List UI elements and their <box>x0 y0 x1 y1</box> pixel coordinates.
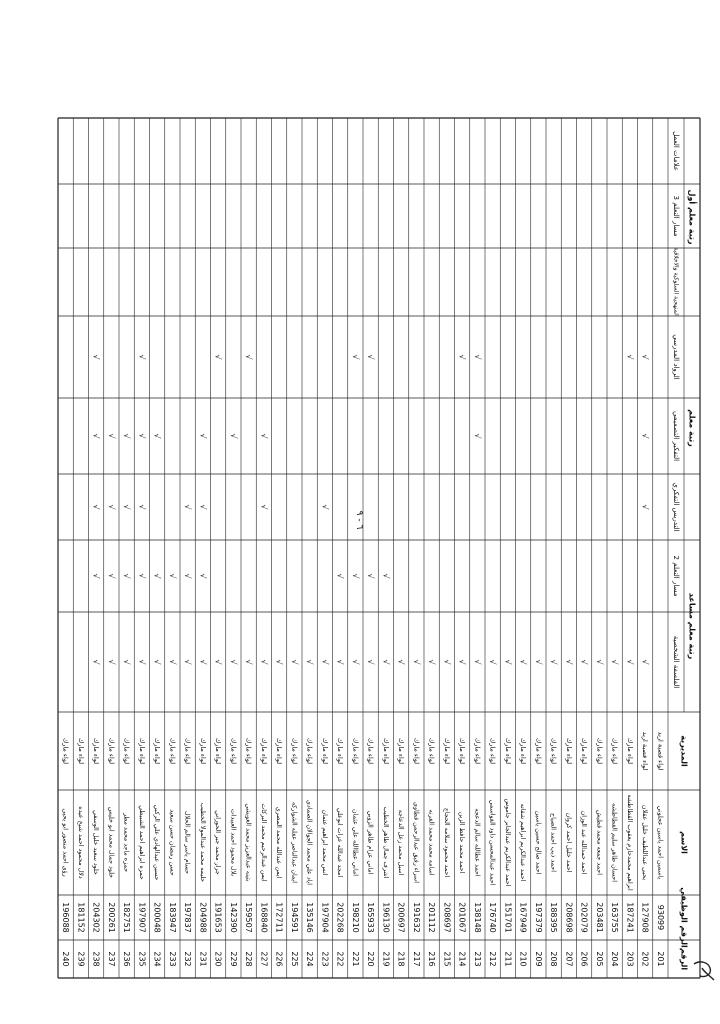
cell-check-mark: √ <box>91 354 101 360</box>
table-headers <box>672 131 698 970</box>
cell-check-mark: √ <box>228 659 238 665</box>
cell-directorate: لواء مارك <box>381 737 390 765</box>
cell-national-id: 208697 <box>442 902 452 933</box>
cell-name: حسن رمضان حسن سعيد <box>168 809 176 876</box>
cell-name: اسيل محمد زعل الدعاجة <box>397 809 405 876</box>
cell-check-mark: √ <box>503 659 513 665</box>
cell-check-mark: √ <box>640 433 650 439</box>
cell-directorate: لواء مارك <box>336 737 345 765</box>
cell-national-id: 203481 <box>594 902 604 933</box>
cell-check-mark: √ <box>106 504 116 510</box>
cell-check-mark: √ <box>259 504 269 510</box>
cell-check-mark: √ <box>213 659 223 665</box>
cell-national-id: 172711 <box>274 902 284 933</box>
cell-national-id: 191632 <box>411 902 421 933</box>
cell-seq: 240 <box>61 951 71 967</box>
cell-directorate: لواء مارك <box>92 737 101 765</box>
cell-name: حسام ياسر سالم الحلال <box>183 810 191 875</box>
cell-seq: 226 <box>274 951 284 967</box>
cell-directorate: لواء مارك <box>625 737 634 765</box>
cell-check-mark: √ <box>152 433 162 439</box>
cell-name: امجد عبدالله عزات ابوعلي <box>336 807 344 878</box>
cell-directorate: لواء مارك <box>320 737 329 765</box>
cell-seq: 232 <box>183 951 193 967</box>
cell-national-id: 202079 <box>579 902 589 933</box>
cell-national-id: 197904 <box>320 902 330 933</box>
cell-check-mark: √ <box>350 354 360 360</box>
cell-check-mark: √ <box>350 659 360 665</box>
cell-check-mark: √ <box>122 504 132 510</box>
cell-check-mark: √ <box>411 659 421 665</box>
cell-check-mark: √ <box>640 504 650 510</box>
cell-name: حسين عبدالهادي علي الركبي <box>153 804 161 881</box>
cell-directorate: لواء مارك <box>442 737 451 765</box>
cell-check-mark: √ <box>137 659 147 665</box>
cell-seq: 235 <box>137 951 147 967</box>
cell-check-mark: √ <box>289 659 299 665</box>
cell-directorate: لواء مارك <box>549 737 558 765</box>
cell-check-mark: √ <box>137 573 147 579</box>
cell-check-mark: √ <box>198 573 208 579</box>
cell-directorate: لواء مارك <box>503 737 512 765</box>
cell-check-mark: √ <box>533 659 543 665</box>
cell-directorate: لواء مارك <box>458 737 467 765</box>
cell-directorate: لواء مارك <box>519 737 528 765</box>
cell-seq: 222 <box>335 951 345 967</box>
cell-name: خلود جمال محمد ابو خليس <box>107 806 115 879</box>
cell-name: احمد ذيب احمد الصياح <box>549 813 557 872</box>
cell-national-id: 127908 <box>640 902 650 933</box>
cell-check-mark: √ <box>244 659 254 665</box>
cell-directorate: لواء مارك <box>198 737 207 765</box>
cell-seq: 216 <box>427 951 437 967</box>
cell-directorate: لواء مارك <box>427 737 436 765</box>
cell-name: اياد علي محمد الجوالان الصمادي <box>305 799 313 886</box>
header-directorate: المديرية <box>679 735 689 767</box>
cell-check-mark: √ <box>549 659 559 665</box>
cell-seq: 213 <box>472 951 482 967</box>
cell-name: احمد عبدالمحسن داود القواسمي <box>488 799 496 886</box>
cell-directorate: لواء مارك <box>305 737 314 765</box>
cell-national-id: 196130 <box>381 902 391 933</box>
cell-check-mark: √ <box>472 659 482 665</box>
cell-seq: 239 <box>76 951 86 967</box>
cell-check-mark: √ <box>305 659 315 665</box>
cell-name: اسامه محمد محمد القرنه <box>427 809 435 876</box>
cell-national-id: 191653 <box>213 902 223 933</box>
cell-seq: 201 <box>655 951 665 967</box>
cell-check-mark: √ <box>183 504 193 510</box>
cell-seq: 223 <box>320 951 330 967</box>
cell-check-mark: √ <box>122 659 132 665</box>
cell-directorate: لواء مارك <box>290 737 299 765</box>
cell-directorate: لواء مارك <box>564 737 573 765</box>
cell-check-mark: √ <box>472 433 482 439</box>
cell-national-id: 168840 <box>259 902 269 933</box>
cell-check-mark: √ <box>442 659 452 665</box>
cell-check-mark: √ <box>152 573 162 579</box>
cell-seq: 225 <box>289 951 299 967</box>
cell-check-mark: √ <box>244 354 254 360</box>
cell-national-id: 208698 <box>564 902 574 933</box>
header-pedagogical-thinking: التفكير التصميمي <box>672 410 680 462</box>
cell-seq: 203 <box>625 951 635 967</box>
cell-national-id: 200261 <box>106 902 116 933</box>
cell-national-id: 163755 <box>610 902 620 933</box>
cell-seq: 230 <box>213 951 223 967</box>
cell-seq: 211 <box>503 951 513 967</box>
cell-directorate: لواء مارك <box>595 737 604 765</box>
cell-name: احمد عبدالكريم عبدالجابر جاموس <box>503 798 511 887</box>
cell-seq: 224 <box>305 951 315 967</box>
cell-check-mark: √ <box>610 659 620 665</box>
cell-directorate: لواء مارك <box>580 737 589 765</box>
header-personal-philosophy: الفلسفة الشخصية <box>672 635 680 689</box>
cell-national-id: 167949 <box>518 902 528 933</box>
cell-national-id: 138148 <box>472 902 482 933</box>
cell-seq: 214 <box>457 951 467 967</box>
cell-name: حمزه ماجد محمد مطر <box>122 812 130 873</box>
cell-national-id: 181152 <box>76 902 86 933</box>
cell-check-mark: √ <box>91 433 101 439</box>
cell-name: احمد عطالله سالم الدعجه <box>473 808 481 877</box>
cell-name: اسراء رفيق عبدالرحمن قطاوي <box>412 802 420 883</box>
cell-check-mark: √ <box>564 659 574 665</box>
header-work-relations: علامات العمل <box>672 131 680 171</box>
cell-directorate: لواء مارك <box>366 737 375 765</box>
header-track2: مسار التعلم 2 <box>672 555 680 597</box>
cell-name: حليمه محمد عبدالمولا الخطيب <box>198 802 206 883</box>
cell-name: احمد محمود سلامه الحجاج <box>442 807 450 878</box>
cell-name: احمد عبدالكريم ابراهيم شقاته <box>519 803 527 882</box>
cell-check-mark: √ <box>259 659 269 665</box>
cell-check-mark: √ <box>472 354 482 360</box>
cell-seq: 212 <box>488 951 498 967</box>
handwritten-mark-icon <box>690 958 716 982</box>
cell-check-mark: √ <box>320 504 330 510</box>
cell-directorate: لواء مارك <box>259 737 268 765</box>
cell-name: خلود سعيد خليل الوسفي <box>92 810 100 875</box>
cell-national-id: 201112 <box>427 902 437 933</box>
cell-check-mark: √ <box>274 659 284 665</box>
cell-name: احمد صالح حسين ياسين <box>534 810 542 875</box>
cell-directorate: لواء مارك <box>61 737 70 765</box>
cell-name: دلال محمود احمد شيخ عيده <box>76 806 84 879</box>
cell-seq: 228 <box>244 951 254 967</box>
cell-seq: 237 <box>106 951 116 967</box>
cell-seq: 217 <box>411 951 421 967</box>
cell-check-mark: √ <box>91 504 101 510</box>
cell-name: اماني عزام طاهر الزوبي <box>366 810 374 875</box>
cell-seq: 234 <box>152 951 162 967</box>
cell-national-id: 183947 <box>167 902 177 933</box>
cell-seq: 238 <box>91 951 101 967</box>
cell-national-id: 197907 <box>137 902 147 933</box>
cell-check-mark: √ <box>183 573 193 579</box>
cell-national-id: 204302 <box>91 902 101 933</box>
cell-seq: 233 <box>167 951 177 967</box>
cell-check-mark: √ <box>106 433 116 439</box>
cell-seq: 207 <box>564 951 574 967</box>
cell-check-mark: √ <box>366 354 376 360</box>
cell-seq: 210 <box>518 951 528 967</box>
cell-check-mark: √ <box>518 659 528 665</box>
cell-directorate: لواء مارك <box>137 737 146 765</box>
cell-directorate: لواء مارك <box>275 737 284 765</box>
cell-check-mark: √ <box>488 659 498 665</box>
cell-check-mark: √ <box>228 433 238 439</box>
cell-name: احمد جمعه محمد قطيش <box>595 809 603 876</box>
cell-name: ايمن عبدالله محمد المصري <box>275 806 283 879</box>
cell-seq: 204 <box>610 951 620 967</box>
cell-national-id: 159507 <box>244 902 254 933</box>
cell-check-mark: √ <box>366 573 376 579</box>
cell-national-id: 197837 <box>183 902 193 933</box>
cell-name: حمزه ابراهيم احمد الشبيطي <box>137 805 145 880</box>
cell-directorate: لواء مارك <box>107 737 116 765</box>
cell-directorate: لواء مارك <box>168 737 177 765</box>
cell-check-mark: √ <box>335 659 345 665</box>
page-number: ٦ - ٩ <box>354 510 364 530</box>
cell-check-mark: √ <box>106 573 116 579</box>
cell-directorate: لواء مارك <box>488 737 497 765</box>
cell-seq: 221 <box>350 951 360 967</box>
cell-seq: 220 <box>366 951 376 967</box>
cell-check-mark: √ <box>137 433 147 439</box>
cell-national-id: 204988 <box>198 902 208 933</box>
cell-name: ايمان عبدالناصر عقله الشواركه <box>290 801 298 884</box>
header-track3: مسار التعلم 3 <box>672 195 680 237</box>
cell-check-mark: √ <box>594 659 604 665</box>
cell-national-id: 197379 <box>533 902 543 933</box>
cell-check-mark: √ <box>335 573 345 579</box>
cell-check-mark: √ <box>625 354 635 360</box>
header-behavioral-ethics: المنهجية السلوكية والاخلاقية <box>672 247 680 317</box>
cell-check-mark: √ <box>457 354 467 360</box>
cell-national-id: 176740 <box>488 902 498 933</box>
cell-directorate: لواء مارك <box>351 737 360 765</box>
cell-national-id: 93099 <box>655 904 665 931</box>
cell-directorate: لواء قصبة اربد <box>656 731 665 771</box>
cell-check-mark: √ <box>122 433 132 439</box>
cell-check-mark: √ <box>106 659 116 665</box>
cell-national-id: 202268 <box>335 902 345 933</box>
cell-name: ابراهيم محمدحازم يعقوب القطاطشة <box>625 794 633 891</box>
cell-name: احمد حمدالله عبد الوزان <box>580 810 588 875</box>
cell-directorate: لواء مارك <box>76 737 85 765</box>
cell-national-id: 200697 <box>396 902 406 933</box>
cell-national-id: 194591 <box>289 902 299 933</box>
cell-seq: 219 <box>381 951 391 967</box>
cell-check-mark: √ <box>167 659 177 665</box>
cell-name: احمد خليل احمد كروان <box>564 812 572 873</box>
cell-check-mark: √ <box>91 573 101 579</box>
header-name: الاسم <box>679 831 689 854</box>
cell-seq: 231 <box>198 951 208 967</box>
cell-national-id: 142390 <box>228 902 238 933</box>
cell-national-id: 198210 <box>350 902 360 933</box>
cell-seq: 218 <box>396 951 406 967</box>
cell-check-mark: √ <box>320 659 330 665</box>
cell-name: بثينه عبدالعزيز محمد الغويشي <box>244 803 252 882</box>
cell-seq: 229 <box>228 951 238 967</box>
cell-name: بلال محمود احمد العبيدات <box>229 808 237 877</box>
cell-directorate: لواء مارك <box>610 737 619 765</box>
cell-national-id: 182751 <box>122 902 132 933</box>
header-group-assistant: رتبة معلم مساعد <box>687 592 697 660</box>
cell-check-mark: √ <box>457 659 467 665</box>
cell-directorate: لواء مارك <box>183 737 192 765</box>
cell-national-id: 200048 <box>152 902 162 933</box>
cell-check-mark: √ <box>137 354 147 360</box>
cell-national-id: 201067 <box>457 902 467 933</box>
header-school-leadership: الرواد المدرسي <box>672 334 680 380</box>
cell-check-mark: √ <box>152 659 162 665</box>
cell-directorate: لواء مارك <box>214 737 223 765</box>
cell-seq: 202 <box>640 951 650 967</box>
cell-national-id: 188395 <box>549 902 559 933</box>
cell-name: يحيى عبداللطيف خليل عقلان <box>641 804 649 881</box>
cell-check-mark: √ <box>198 433 208 439</box>
cell-directorate: لواء مارك <box>473 737 482 765</box>
cell-seq: 205 <box>594 951 604 967</box>
cell-directorate: لواء مارك <box>534 737 543 765</box>
cell-check-mark: √ <box>91 659 101 665</box>
cell-seq: 208 <box>549 951 559 967</box>
cell-directorate: لواء مارك <box>244 737 253 765</box>
cell-check-mark: √ <box>579 659 589 665</box>
cell-name: انس محمد ابراهيم عثمان <box>320 809 328 876</box>
cell-check-mark: √ <box>198 504 208 510</box>
cell-name: اشرف جمال طاهر الخطيب <box>381 806 389 879</box>
cell-name: احسان طاهر سليم القطاطشه <box>610 803 618 882</box>
cell-check-mark: √ <box>427 659 437 665</box>
cell-name: ياسمين احمد ياسين عجلوني <box>656 805 664 880</box>
cell-directorate: لواء مارك <box>397 737 406 765</box>
cell-directorate: لواء مارك <box>229 737 238 765</box>
cell-name: جرار محمد جبر الحوراني <box>214 810 222 875</box>
cell-directorate: لواء قصبة اربد <box>641 731 650 771</box>
cell-check-mark: √ <box>366 659 376 665</box>
header-group-first: رتبة معلم أول <box>687 189 697 245</box>
cell-check-mark: √ <box>625 659 635 665</box>
cell-directorate: لواء مارك <box>122 737 131 765</box>
cell-seq: 227 <box>259 951 269 967</box>
cell-check-mark: √ <box>640 354 650 360</box>
cell-check-mark: √ <box>381 573 391 579</box>
header-seq: الرقم <box>679 947 689 971</box>
cell-national-id: 135146 <box>305 902 315 933</box>
cell-check-mark: √ <box>167 573 177 579</box>
cell-national-id: 196088 <box>61 902 71 933</box>
header-national-id: الرقم الوظيفي <box>679 887 689 948</box>
header-group-teacher: رتبة معلم <box>687 409 697 447</box>
cell-check-mark: √ <box>183 659 193 665</box>
cell-name: احمد محمد حافظ الزين <box>458 811 466 874</box>
cell-directorate: لواء مارك <box>412 737 421 765</box>
cell-check-mark: √ <box>640 659 650 665</box>
header-reflective-practice: التدريس التفكري <box>672 482 680 532</box>
cell-check-mark: √ <box>122 573 132 579</box>
cell-check-mark: √ <box>381 659 391 665</box>
cell-check-mark: √ <box>396 659 406 665</box>
cell-national-id: 165933 <box>366 902 376 933</box>
cell-seq: 236 <box>122 951 132 967</box>
cell-seq: 215 <box>442 951 452 967</box>
cell-name: ايمن عبدالرحيم محمد البركات <box>259 803 267 882</box>
cell-check-mark: √ <box>259 433 269 439</box>
cell-seq: 209 <box>533 951 543 967</box>
cell-national-id: 187241 <box>625 902 635 933</box>
cell-name: اماني عطاالله علي عثمان <box>351 809 359 876</box>
cell-national-id: 151701 <box>503 902 513 933</box>
cell-check-mark: √ <box>350 573 360 579</box>
cell-check-mark: √ <box>213 354 223 360</box>
cell-seq: 206 <box>579 951 589 967</box>
cell-directorate: لواء مارك <box>153 737 162 765</box>
cell-name: رؤى احمد منصور ابو يحيى <box>61 808 69 877</box>
cell-check-mark: √ <box>137 504 147 510</box>
cell-check-mark: √ <box>198 659 208 665</box>
